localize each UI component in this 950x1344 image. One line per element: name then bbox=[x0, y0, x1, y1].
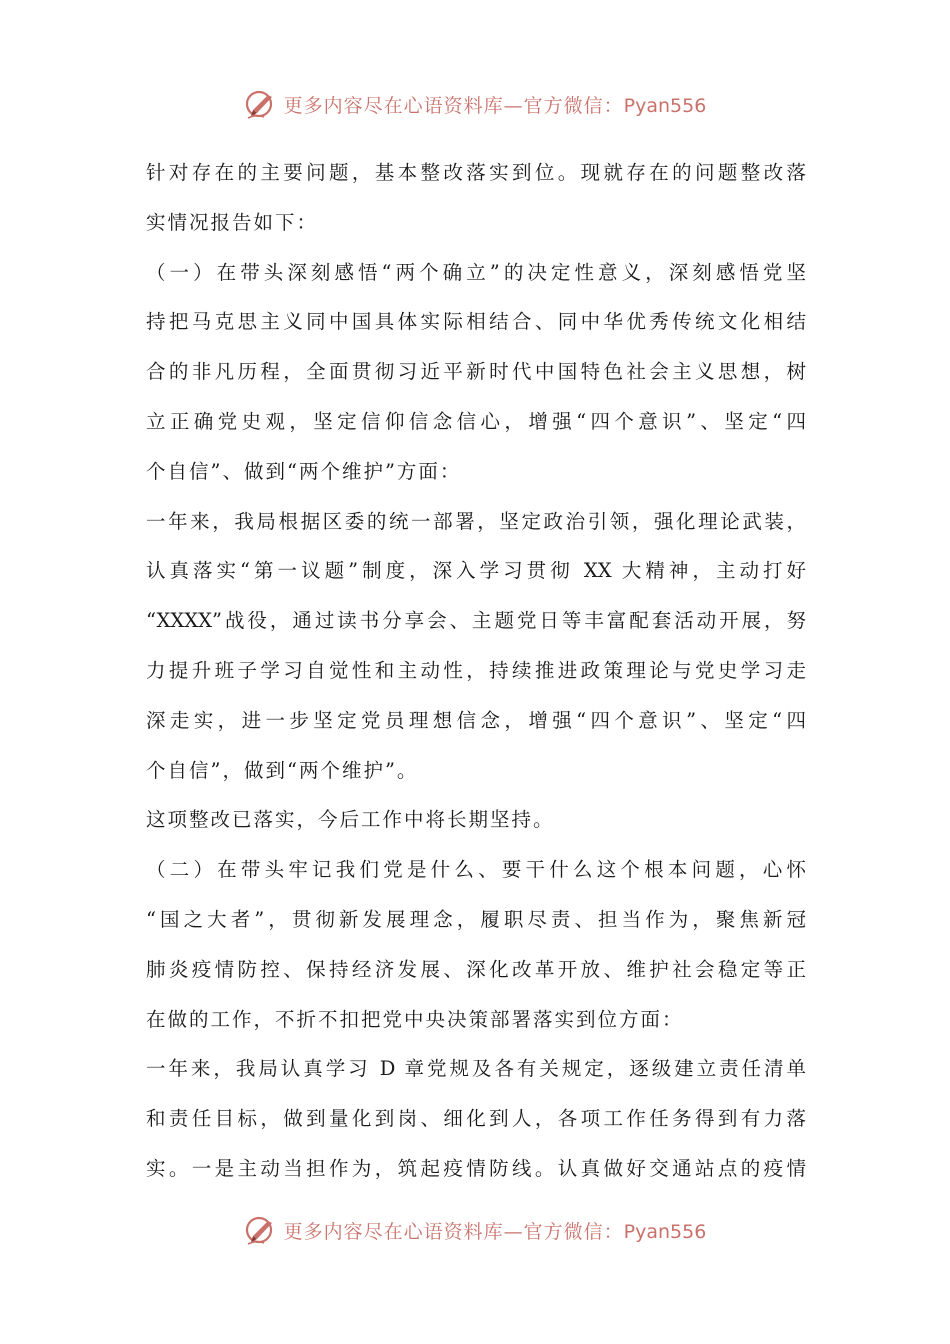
footer-watermark bbox=[0, 1210, 950, 1250]
text-line: 个自信”、做到“两个维护”方面： bbox=[146, 459, 462, 483]
text-line: 力提升班子学习自觉性和主动性，持续推进政策理论与党史学习走 bbox=[146, 658, 806, 682]
header-watermark bbox=[0, 84, 950, 124]
text-line: 这项整改已落实，今后工作中将长期坚持。 bbox=[146, 808, 555, 832]
text-line: “XXXX”战役，通过读书分享会、主题党日等丰富配套活动开展，努 bbox=[146, 609, 806, 633]
text-line: （一）在带头深刻感悟“两个确立”的决定性意义，深刻感悟党坚 bbox=[146, 260, 806, 284]
text-line: 一年来，我局根据区委的统一部署，坚定政治引领，强化理论武装， bbox=[146, 509, 806, 533]
watermark-text: 更多内容尽在心语资料库—官方微信：Pyan556 bbox=[283, 94, 707, 117]
text-line: 一年来，我局认真学习 D 章党规及各有关规定，逐级建立责任清单 bbox=[146, 1057, 806, 1081]
text-line: 和责任目标，做到量化到岗、细化到人，各项工作任务得到有力落 bbox=[146, 1107, 806, 1131]
text-line: 深走实，进一步坚定党员理想信念，增强“四个意识”、坚定“四 bbox=[146, 708, 806, 732]
text-line: 针对存在的主要问题，基本整改落实到位。现就存在的问题整改落 bbox=[146, 161, 806, 184]
text-line: 肺炎疫情防控、保持经济发展、深化改革开放、维护社会稳定等正 bbox=[146, 957, 806, 981]
text-line: （二）在带头牢记我们党是什么、要干什么这个根本问题，心怀 bbox=[146, 858, 806, 882]
text-line: 实情况报告如下： bbox=[146, 210, 319, 234]
text-line: “国之大者”，贯彻新发展理念，履职尽责、担当作为，聚焦新冠 bbox=[146, 907, 806, 931]
text-line: 认真落实“第一议题”制度，深入学习贯彻 XX 大精神，主动打好 bbox=[146, 559, 806, 583]
text-line: 立正确党史观，坚定信仰信念信心，增强“四个意识”、坚定“四 bbox=[146, 409, 806, 433]
text-line: 个自信”，做到“两个维护”。 bbox=[146, 758, 419, 782]
text-line: 在做的工作，不折不扣把党中央决策部署落实到位方面： bbox=[146, 1007, 684, 1031]
document-body bbox=[146, 148, 806, 1194]
text-line: 实。一是主动当担作为，筑起疫情防线。认真做好交通站点的疫情 bbox=[146, 1156, 806, 1180]
text-line: 合的非凡历程，全面贯彻习近平新时代中国特色社会主义思想，树 bbox=[146, 360, 806, 384]
watermark-text: 更多内容尽在心语资料库—官方微信：Pyan556 bbox=[283, 1220, 707, 1243]
pen-logo-icon bbox=[244, 1213, 278, 1247]
text-line: 持把马克思主义同中国具体实际相结合、同中华优秀传统文化相结 bbox=[146, 310, 806, 334]
pen-logo-icon bbox=[244, 87, 278, 121]
